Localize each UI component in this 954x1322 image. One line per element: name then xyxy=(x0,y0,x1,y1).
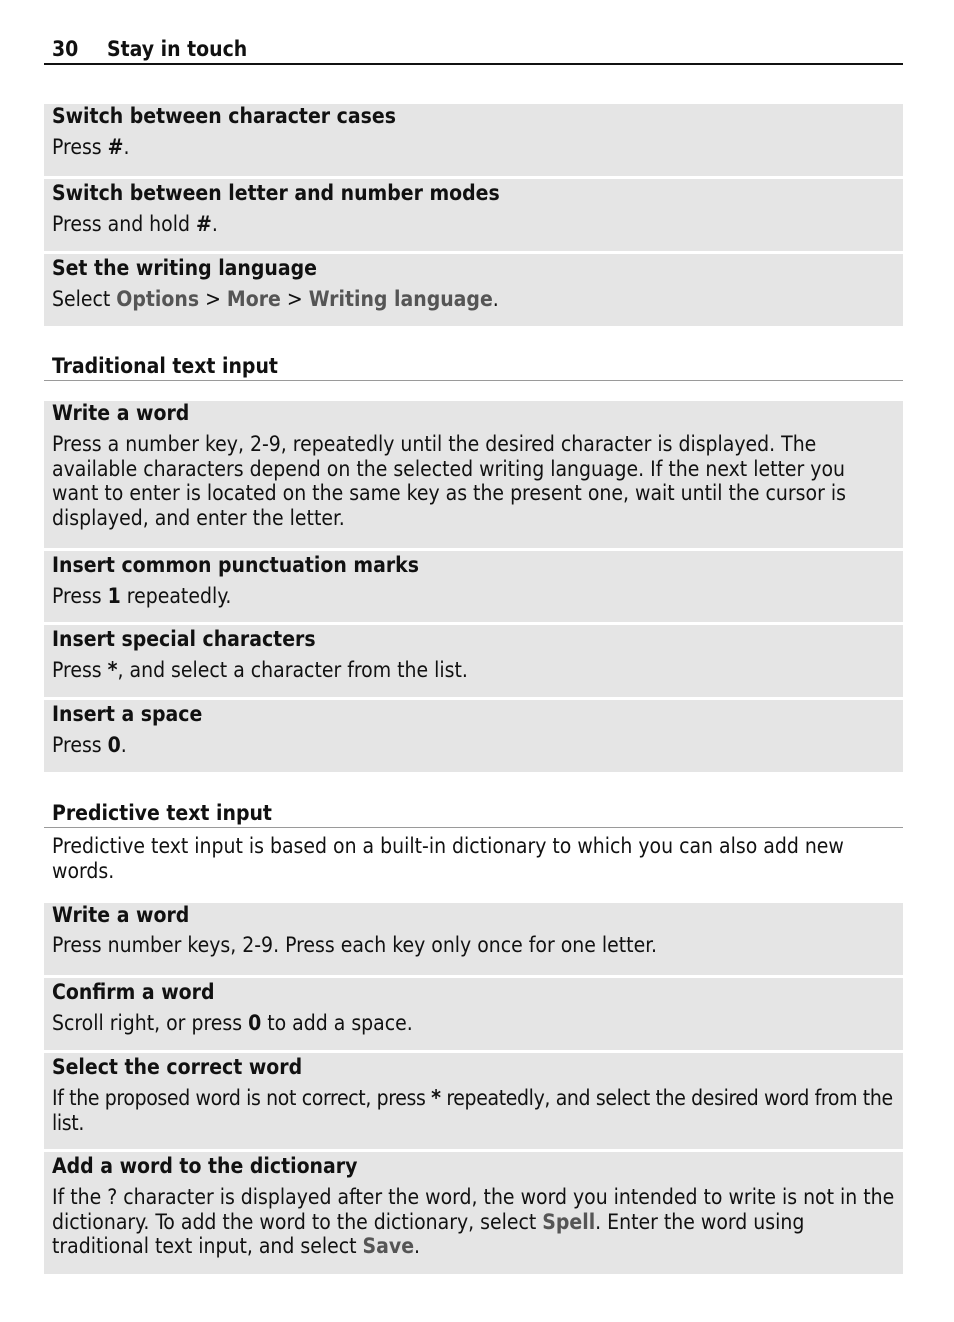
row-text: Press number keys, 2-9. Press each key only once for one letter. xyxy=(52,933,658,957)
row-title: Write a word xyxy=(52,401,190,425)
row-text: If the proposed word is not correct, press * repeatedly, and select the desired word from the list. xyxy=(52,1086,893,1135)
key-label: 1 xyxy=(107,584,121,608)
row-text: Press and hold #. xyxy=(52,212,218,236)
page-header xyxy=(44,35,903,65)
chapter-title: Stay in touch xyxy=(107,37,248,61)
table-row xyxy=(44,1050,903,1151)
table-row xyxy=(44,975,903,1052)
row-title: Switch between character cases xyxy=(52,104,396,128)
row-text: Select Options > More > Writing language. xyxy=(52,287,499,311)
row-text: If the ? character is displayed after the word, the word you intended to write is not in the dictionary. To add the word to the dictionary, select Spell. Enter the word using traditional text input, and select Save. xyxy=(52,1185,895,1258)
table-row xyxy=(44,401,903,549)
key-label: # xyxy=(107,135,124,159)
row-text: Scroll right, or press 0 to add a space. xyxy=(52,1011,413,1035)
row-text: Press *, and select a character from the list. xyxy=(52,658,468,682)
row-title: Select the correct word xyxy=(52,1055,303,1079)
row-title: Write a word xyxy=(52,903,190,927)
table-row xyxy=(44,548,903,625)
menu-options: Options xyxy=(116,287,200,311)
table-row xyxy=(44,251,903,326)
section-title-traditional: Traditional text input xyxy=(44,354,903,381)
table-row xyxy=(44,622,903,699)
row-text: Press 1 repeatedly. xyxy=(52,584,232,608)
table-row xyxy=(44,903,903,978)
key-label: * xyxy=(107,658,118,682)
table-row xyxy=(44,176,903,253)
key-label: 0 xyxy=(248,1011,262,1035)
menu-spell: Spell xyxy=(542,1209,596,1234)
row-title: Set the writing language xyxy=(52,256,317,280)
key-label: # xyxy=(195,212,212,236)
table-row xyxy=(44,104,903,178)
key-label: 0 xyxy=(107,733,121,757)
row-title: Add a word to the dictionary xyxy=(52,1154,358,1178)
section-intro: Predictive text input is based on a built-in dictionary to which you can also add new words. xyxy=(52,834,844,883)
key-label: * xyxy=(431,1086,441,1110)
table-row xyxy=(44,697,903,772)
row-title: Insert a space xyxy=(52,702,203,726)
table-row xyxy=(44,1149,903,1274)
row-title: Confirm a word xyxy=(52,980,215,1004)
section-title-predictive: Predictive text input xyxy=(44,801,903,828)
row-text: Press a number key, 2-9, repeatedly until the desired character is displayed. The available characters depend on the selected writing language. If the next letter you want to enter is located on the same key as the present one, wait until the cursor is displayed, and enter the letter. xyxy=(52,432,846,530)
menu-writing-language: Writing language xyxy=(308,287,493,311)
row-title: Insert special characters xyxy=(52,627,316,651)
row-text: Press 0. xyxy=(52,733,127,757)
menu-more: More xyxy=(226,287,281,311)
row-title: Insert common punctuation marks xyxy=(52,553,419,577)
menu-save: Save xyxy=(362,1234,415,1258)
row-text: Press #. xyxy=(52,135,130,159)
row-title: Switch between letter and number modes xyxy=(52,181,500,205)
page-number: 30 xyxy=(52,37,79,61)
